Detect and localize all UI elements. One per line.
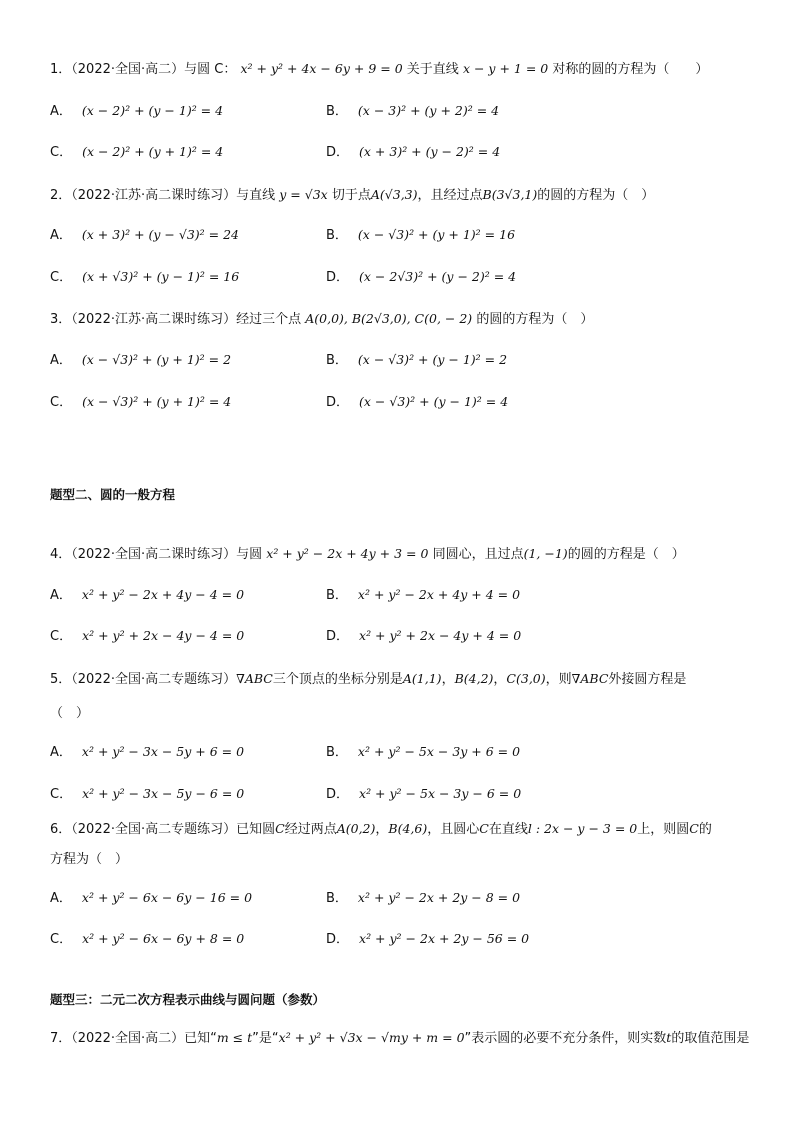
option-label: D． bbox=[326, 629, 350, 644]
q2-mid: 切于点 bbox=[331, 188, 371, 203]
q1-circle-equation: x² + y² + 4x − 6y + 9 = 0 bbox=[240, 61, 403, 76]
q1-mid: 关于直线 bbox=[406, 62, 459, 77]
q5-option-d[interactable] bbox=[326, 785, 521, 804]
option-text: x² + y² − 2x + 4y − 4 = 0 bbox=[81, 587, 245, 602]
q2-point-a: A(√3,3) bbox=[370, 187, 418, 202]
q2-prefix: 2．（2022·江苏·高二课时练习）与直线 bbox=[50, 188, 276, 203]
q5-suffix: 外接圆方程是 bbox=[608, 672, 687, 687]
option-text: x² + y² − 6x − 6y − 16 = 0 bbox=[81, 890, 253, 905]
q4-mid: 同圆心，且过点 bbox=[432, 547, 524, 562]
option-label: C． bbox=[50, 932, 73, 947]
q3-prefix: 3．（2022·江苏·高二课时练习）经过三个点 bbox=[50, 312, 302, 327]
option-text: (x − 3)² + (y + 2)² = 4 bbox=[357, 103, 500, 118]
option-text: (x + 3)² + (y − 2)² = 4 bbox=[359, 144, 501, 159]
question-1-stem bbox=[50, 60, 708, 79]
option-label: A． bbox=[50, 891, 72, 906]
q7-prefix: 7．（2022·全国·高二）已知“ bbox=[50, 1031, 217, 1046]
q6-circle-name: C bbox=[275, 821, 285, 836]
q5-answer-paren: （ ） bbox=[50, 706, 90, 721]
q2-line-equation: y = √3x bbox=[279, 187, 328, 202]
q6-circle-name: C bbox=[689, 821, 699, 836]
question-2-stem bbox=[50, 186, 654, 205]
q3-points: A(0,0), B(2√3,0), C(0, − 2) bbox=[305, 311, 473, 326]
q5-point-c: C(3,0) bbox=[506, 671, 546, 686]
question-4-stem bbox=[50, 545, 685, 564]
q6-option-b[interactable] bbox=[326, 889, 520, 908]
q6-mid2: ，且圆心 bbox=[427, 822, 480, 837]
option-text: x² + y² − 2x + 2y − 56 = 0 bbox=[359, 931, 530, 946]
q5-triangle: ∇ABC bbox=[571, 671, 609, 686]
option-label: C． bbox=[50, 787, 73, 802]
option-label: C． bbox=[50, 270, 73, 285]
q6-mid3: 在直线 bbox=[488, 822, 528, 837]
option-text: (x − √3)² + (y − 1)² = 4 bbox=[359, 394, 509, 409]
option-label: B． bbox=[326, 228, 348, 243]
q6-sep: ， bbox=[375, 822, 389, 837]
q7-suffix2: 的取值范围是 bbox=[671, 1031, 750, 1046]
q6-stem-line2: 方程为（ ） bbox=[50, 852, 129, 867]
option-label: A． bbox=[50, 353, 72, 368]
option-text: x² + y² − 5x − 3y + 6 = 0 bbox=[357, 744, 521, 759]
q7-suffix: ”表示圆的必要不充分条件，则实数 bbox=[464, 1031, 667, 1046]
option-text: (x + √3)² + (y − 1)² = 16 bbox=[82, 269, 240, 284]
option-text: (x − 2√3)² + (y − 2)² = 4 bbox=[359, 269, 517, 284]
q4-prefix: 4．（2022·全国·高二课时练习）与圆 bbox=[50, 547, 263, 562]
q6-prefix: 6．（2022·全国·高二专题练习）已知圆 bbox=[50, 822, 276, 837]
q2-suffix: 的圆的方程为（ ） bbox=[537, 188, 655, 203]
question-6-stem bbox=[50, 820, 712, 839]
q1-suffix: 对称的圆的方程为（ ） bbox=[552, 62, 709, 77]
option-text: x² + y² + 2x − 4y + 4 = 0 bbox=[359, 628, 522, 643]
q7-condition: m ≤ t bbox=[216, 1030, 253, 1045]
q4-option-c[interactable] bbox=[50, 627, 244, 646]
option-label: A． bbox=[50, 588, 72, 603]
q2-option-b[interactable] bbox=[326, 226, 515, 245]
option-label: D． bbox=[326, 395, 350, 410]
q5-mid: 三个顶点的坐标分别是 bbox=[272, 672, 403, 687]
q7-equation: x² + y² + √3x − √my + m = 0 bbox=[278, 1030, 465, 1045]
q5-option-a[interactable] bbox=[50, 743, 244, 762]
question-3-stem bbox=[50, 310, 593, 329]
option-text: x² + y² − 3x − 5y − 6 = 0 bbox=[82, 786, 245, 801]
q6-circle-name: C bbox=[479, 821, 489, 836]
question-5-stem bbox=[50, 670, 686, 689]
option-label: B． bbox=[326, 891, 348, 906]
option-text: (x − 2)² + (y − 1)² = 4 bbox=[81, 103, 224, 118]
q6-point-a: A(0,2) bbox=[336, 821, 376, 836]
q5-option-c[interactable] bbox=[50, 785, 244, 804]
q1-line-equation: x − y + 1 = 0 bbox=[462, 61, 549, 76]
option-label: D． bbox=[326, 932, 350, 947]
q7-variable-t: t bbox=[666, 1030, 672, 1045]
q5-prefix: 5．（2022·全国·高二专题练习） bbox=[50, 672, 237, 687]
option-label: B． bbox=[326, 104, 348, 119]
option-text: (x − √3)² + (y + 1)² = 2 bbox=[81, 352, 232, 367]
q3-option-c[interactable] bbox=[50, 393, 231, 412]
q5-mid2: ，则 bbox=[545, 672, 572, 687]
option-label: B． bbox=[326, 745, 348, 760]
question-7-stem bbox=[50, 1029, 749, 1048]
q4-option-d[interactable] bbox=[326, 627, 521, 646]
q1-option-c[interactable] bbox=[50, 143, 223, 162]
section-heading-2: 题型二、圆的一般方程 bbox=[50, 487, 176, 502]
q6-line-equation: l : 2x − y − 3 = 0 bbox=[527, 821, 638, 836]
q2-point-b: B(3√3,1) bbox=[482, 187, 538, 202]
option-text: x² + y² − 2x + 4y + 4 = 0 bbox=[357, 587, 521, 602]
option-label: B． bbox=[326, 353, 348, 368]
option-label: C． bbox=[50, 145, 73, 160]
option-text: (x + 3)² + (y − √3)² = 24 bbox=[81, 227, 240, 242]
q6-suffix: 的 bbox=[698, 822, 712, 837]
q2-mid2: ，且经过点 bbox=[417, 188, 483, 203]
q5-sep: ， bbox=[441, 672, 455, 687]
q2-option-d[interactable] bbox=[326, 268, 516, 287]
option-label: A． bbox=[50, 104, 72, 119]
q4-circle-equation: x² + y² − 2x + 4y + 3 = 0 bbox=[266, 546, 429, 561]
option-text: (x − 2)² + (y + 1)² = 4 bbox=[82, 144, 224, 159]
option-label: B． bbox=[326, 588, 348, 603]
q6-mid4: 上，则圆 bbox=[637, 822, 690, 837]
q5-point-b: B(4,2) bbox=[454, 671, 494, 686]
option-text: x² + y² − 3x − 5y + 6 = 0 bbox=[81, 744, 245, 759]
option-label: D． bbox=[326, 787, 350, 802]
option-text: x² + y² − 2x + 2y − 8 = 0 bbox=[357, 890, 521, 905]
q6-point-b: B(4,6) bbox=[388, 821, 428, 836]
q3-option-b[interactable] bbox=[326, 351, 507, 370]
option-label: D． bbox=[326, 145, 350, 160]
section-heading-3: 题型三：二元二次方程表示曲线与圆问题（参数） bbox=[50, 992, 326, 1007]
q4-option-a[interactable] bbox=[50, 586, 244, 605]
q5-point-a: A(1,1) bbox=[402, 671, 442, 686]
q1-prefix: 1．（2022·全国·高二）与圆 C： bbox=[50, 62, 237, 77]
q2-option-a[interactable] bbox=[50, 226, 239, 245]
q5-sep: ， bbox=[493, 672, 507, 687]
q6-option-a[interactable] bbox=[50, 889, 252, 908]
option-label: A． bbox=[50, 228, 72, 243]
q4-option-b[interactable] bbox=[326, 586, 520, 605]
q4-point: (1, −1) bbox=[523, 546, 568, 561]
q3-option-d[interactable] bbox=[326, 393, 508, 412]
q1-option-b[interactable] bbox=[326, 102, 499, 121]
option-label: D． bbox=[326, 270, 350, 285]
q6-option-c[interactable] bbox=[50, 930, 244, 949]
q4-suffix: 的圆的方程是（ ） bbox=[567, 547, 685, 562]
q3-suffix: 的圆的方程为（ ） bbox=[476, 312, 594, 327]
q2-option-c[interactable] bbox=[50, 268, 239, 287]
option-text: x² + y² + 2x − 4y − 4 = 0 bbox=[82, 628, 245, 643]
q3-option-a[interactable] bbox=[50, 351, 231, 370]
option-label: C． bbox=[50, 395, 73, 410]
option-text: (x − √3)² + (y − 1)² = 2 bbox=[357, 352, 508, 367]
q6-mid: 经过两点 bbox=[284, 822, 337, 837]
q5-triangle: ∇ABC bbox=[236, 671, 273, 686]
q7-mid: ”是“ bbox=[252, 1031, 279, 1046]
q1-option-a[interactable] bbox=[50, 102, 223, 121]
option-text: (x − √3)² + (y + 1)² = 4 bbox=[82, 394, 232, 409]
option-text: x² + y² − 6x − 6y + 8 = 0 bbox=[82, 931, 245, 946]
q6-option-d[interactable] bbox=[326, 930, 529, 949]
q1-option-d[interactable] bbox=[326, 143, 500, 162]
q5-option-b[interactable] bbox=[326, 743, 520, 762]
option-label: C． bbox=[50, 629, 73, 644]
option-text: (x − √3)² + (y + 1)² = 16 bbox=[357, 227, 516, 242]
option-text: x² + y² − 5x − 3y − 6 = 0 bbox=[359, 786, 522, 801]
option-label: A． bbox=[50, 745, 72, 760]
